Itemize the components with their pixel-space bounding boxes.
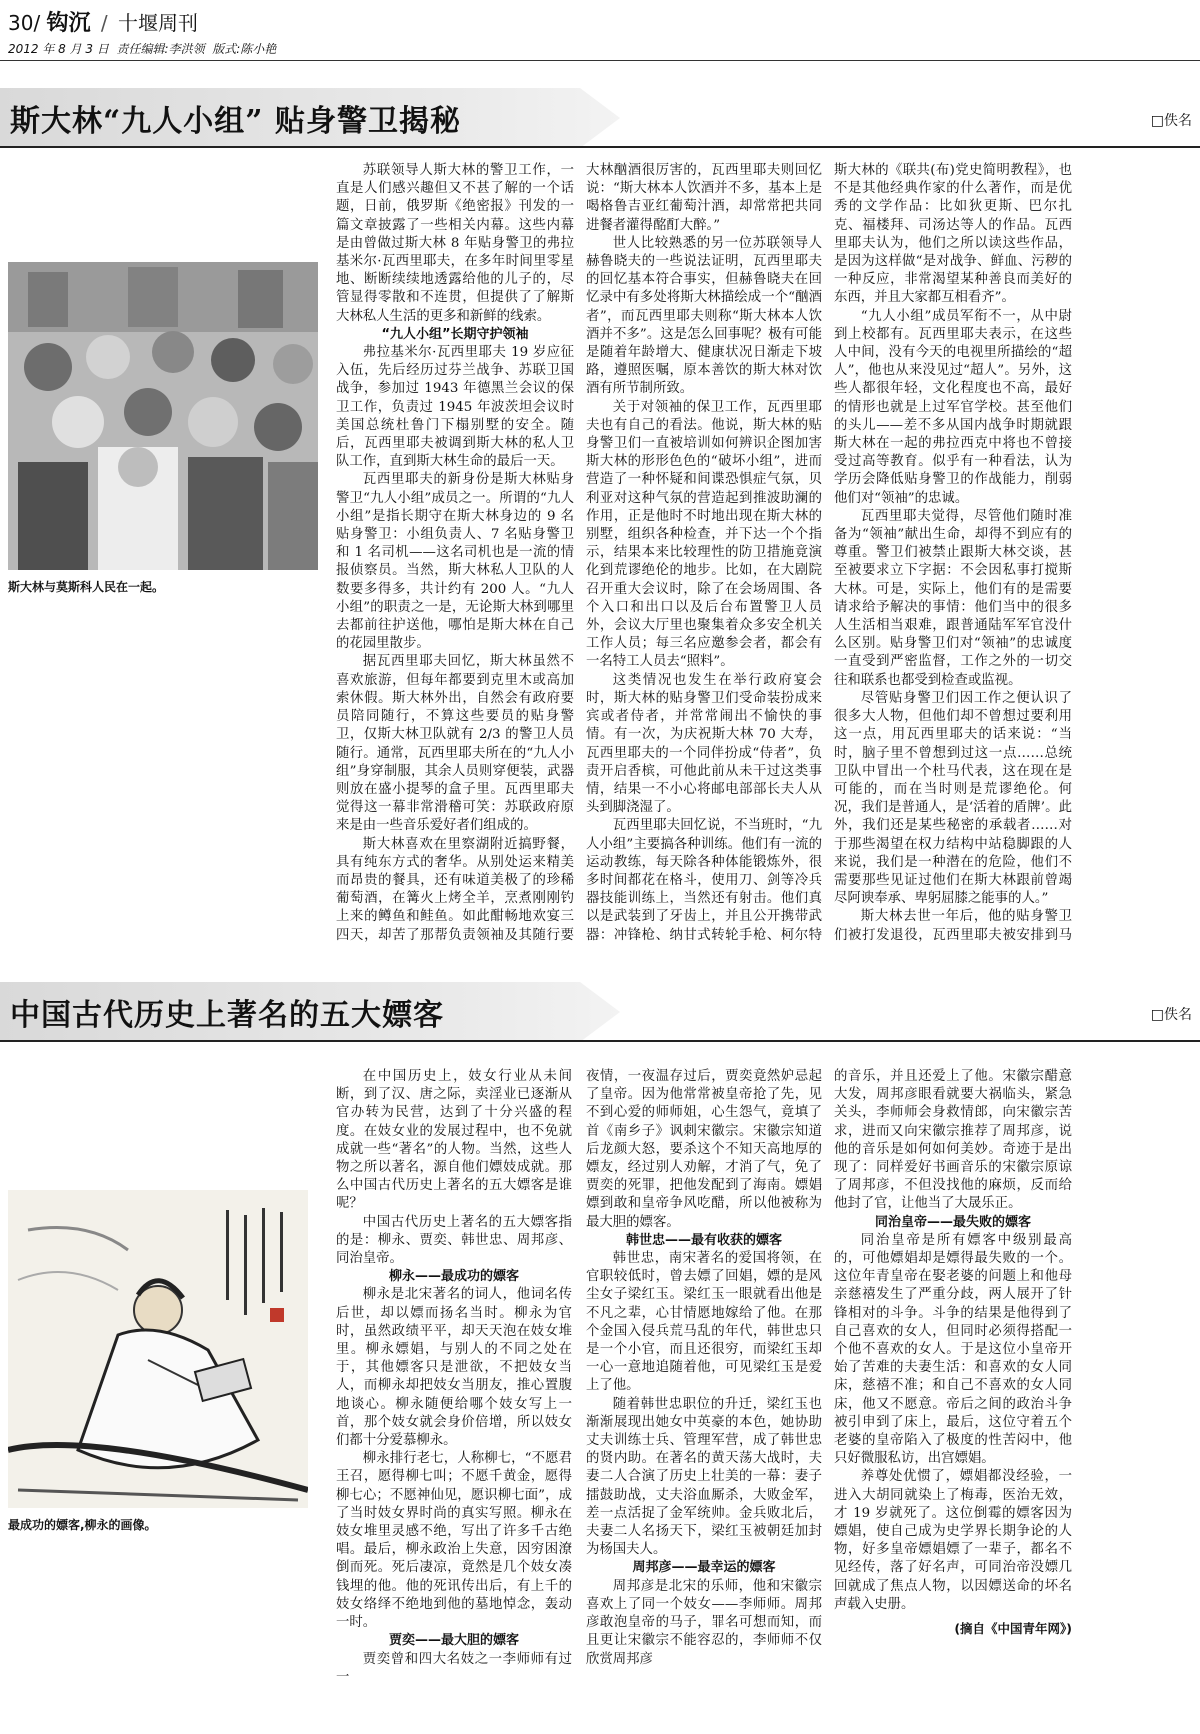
- a2c3-subhead-1: 同治皇帝——最失败的嫖客: [874, 1214, 1031, 1230]
- header-divider: [0, 60, 1200, 61]
- a1c3-p0: 斯大林的《联共(布)党史简明教程》，也不是其他经典作家的什么著作，而是优秀的文学作品：比如狄更斯、巴尔扎克、福楼拜、司汤达等人的作品。瓦西里耶夫认为，他们之所以读这些作品，是因为这样做“是对战争、鲜血、污秽的一种反应，非常渴望某种善良而美好的东西，并且大家都互相看齐”。: [834, 163, 1072, 306]
- photo2-caption: 最成功的嫖客,柳永的画像。: [8, 1518, 157, 1532]
- article2-column-3: [834, 1068, 1072, 1734]
- article1-column-2: [586, 162, 822, 942]
- article2-column-2: [586, 1068, 822, 1734]
- crowd-photo-image: [8, 262, 318, 570]
- a1c3-p2: 瓦西里耶夫觉得，尽管他们随时准备为“领袖”献出生命，却得不到应有的尊重。警卫们被禁止跟斯大林交谈，甚至被要求立下字据：不会因私事打搅斯大林。可是，实际上，他们有的是需要请求给予解决的事情：他们当中的很多人生活相当艰难，跟普通陆军军官没什么区别。贴身警卫们对“领袖”的忠诚度一直受到严密监督，工作之外的一切交往和联系也都受到检查或监视。: [834, 508, 1072, 688]
- a1c1-p1: 苏联领导人斯大林的警卫工作，一直是人们感兴趣但又不甚了解的一个话题，日前，俄罗斯《绝密报》刊发的一篇文章披露了一些相关内幕。这些内幕是由曾做过斯大林 8 年贴身警卫的弗拉基米尔·瓦西里耶夫，在多年时间里零星地、断断续续地透露给他的儿子的，尽管显得零散和不连贯，但提供了了解斯大林私人生活的更多和新鲜的线索。: [336, 163, 574, 324]
- article2-title-bar: [0, 982, 1200, 1042]
- article1-title-bar: [0, 88, 1200, 148]
- article1-title: 斯大林“九人小组” 贴身警卫揭秘: [10, 104, 461, 139]
- a1c1-p2: 弗拉基米尔·瓦西里耶夫 19 岁应征入伍，先后经历过芬兰战争、苏联卫国战争，参加过 1943 年德黑兰会议的保卫工作，负责过 1945 年波茨坦会议时美国总统杜鲁门下榻别墅的安全。随后，瓦西里耶夫被调到斯大林的私人卫队工作，直到斯大林生命的最后一天。: [336, 345, 574, 470]
- a2c1-subhead-1: 柳永——最成功的嫖客: [388, 1269, 519, 1285]
- a1c3-p1: “九人小组”成员军衔不一，从中尉到上校都有。瓦西里耶夫表示，在这些人中间，没有今天的电视里所描绘的“超人”，他也从来没见过“超人”。另外，这些人都很年轻，文化程度也不高，最好的情形也就是上过军官学校。甚至他们的头儿——差不多从国内战争时期就跟斯大林在一起的弗拉西克中将也不曾接受过高等教育。似乎有一种看法，认为学历会降低贴身警卫的作战能力，削弱他们对“领袖”的忠诚。: [834, 308, 1072, 506]
- masthead: [8, 6, 198, 37]
- separator: /: [100, 11, 108, 35]
- a2c1-subhead-2: 贾奕——最大胆的嫖客: [388, 1633, 519, 1649]
- a2c1-p4: 柳永排行老七，人称柳七，“不愿君王召，愿得柳七叫；不愿千黄金，愿得柳七心；不愿神仙见，愿识柳七面”，成了当时妓女界时尚的真实写照。柳永在妓女堆里灵感不绝，写出了许多千古绝唱。最后，柳永政治上失意，因穷困潦倒而死。死后凄凉，竟然是几个妓女凑钱埋的他。他的死讯传出后，有上千的妓女络绎不绝地到他的墓地悼念，轰动一时。: [336, 1451, 572, 1631]
- a1c1-p5: 斯大林喜欢在里察湖附近搞野餐，具有纯东方式的奢华。从别处运来精美而昂贵的餐具，还有味道美极了的珍稀葡萄酒，在篝火上烤全羊，烹煮刚刚钓上来的鳟鱼和鲑鱼。如此酣畅地欢宴三四天，却苦了那帮负责领袖及其随行要: [336, 836, 574, 942]
- a1c1-p4: 据瓦西里耶夫回忆，斯大林虽然不喜欢旅游，但每年都要到克里木或高加索休假。斯大林外出，自然会有政府要员陪同随行，不算这些要员的贴身警卫，仅斯大林卫队就有 2/3 的警卫人员随行。通常，瓦西里耶夫所在的“九人小组”身穿制服，其余人员则穿便装，武器则放在盛小提琴的盒子里。瓦西里耶夫觉得这一幕非常滑稽可笑：苏联政府原来是由一些音乐爱好者们组成的。: [336, 654, 574, 834]
- stalin-photo: [8, 262, 318, 570]
- issue-date: 2012 年 8 月 3 日: [8, 42, 109, 56]
- a2c3-p1: 同治皇帝是所有嫖客中级别最高的，可他嫖娼却是嫖得最失败的一个。这位年青皇帝在娶老婆的问题上和他母亲慈禧发生了严重分歧，两人展开了针锋相对的斗争。斗争的结果是他得到了自己喜欢的女人，但同时必须得搭配一个他不喜欢的女人。于是这位小皇帝开始了苦难的夫妻生活：和喜欢的女人同床，慈禧不准；和自己不喜欢的女人同床，他又不愿意。帝后之间的政治斗争被引申到了床上，最后，这位守着五个老婆的皇帝陷入了极度的性苦闷中，他只好微服私访，出宫嫖娼。: [834, 1232, 1072, 1467]
- paper-name: 十堰周刊: [118, 11, 199, 35]
- a2c2-subhead-1: 韩世忠——最有收获的嫖客: [625, 1232, 782, 1248]
- article1-author: □佚名: [1150, 113, 1192, 129]
- layout-credit: 版式:陈小艳: [212, 42, 277, 56]
- a2c1-p2: 中国古代历史上著名的五大嫖客指的是：柳永、贾奕、韩世忠、周邦彦、同治皇帝。: [336, 1214, 572, 1267]
- article2-author: □佚名: [1150, 1007, 1192, 1023]
- a2c2-p1: 韩世忠，南宋著名的爱国将领，在官职较低时，曾去嫖了回娼，嫖的是风尘女子梁红玉。梁红玉一眼就看出他是不凡之辈，心甘情愿地嫁给了他。在那个金国入侵兵荒马乱的年代，韩世忠只是一个小官，而且还很穷，而梁红玉却一心一意地追随着他，可见梁红玉是爱上了他。: [586, 1251, 822, 1394]
- liuyong-portrait: [8, 1190, 308, 1508]
- a2c3-p2: 养尊处优惯了，嫖娼都没经验，一进入大胡同就染上了梅毒，医治无效，才 19 岁就死了。这位倒霉的嫖客因为嫖娼，使自己成为史学界长期争论的人物，好多皇帝嫖娼嫖了一辈子，都名不见经传，落了好名声，可同治帝没嫖几回就成了焦点人物，以因嫖送命的坏名声载入史册。: [834, 1469, 1072, 1612]
- ink-painting-image: [8, 1190, 308, 1508]
- a2c1-p5: 贾奕曾和四大名妓之一李师师有过一: [336, 1651, 572, 1685]
- a1c2-p4: 瓦西里耶夫回忆说，不当班时，“九人小组”主要搞各种训练。他们有一流的运动教练，每天除各种体能锻炼外，很多时间都花在格斗，使用刀、剑等冷兵器技能训练上，当然还有射击。他们真以是武装到了牙齿上，并且公开携带武器：冲锋枪、纳甘式转轮手枪、柯尔特: [586, 818, 822, 942]
- a2c1-p1: 在中国历史上，妓女行业从未间断，到了汉、唐之际，卖淫业已逐渐从官办转为民营，达到了十分兴盛的程度。在妓女业的发展过程中，也不免就成就一些“著名”的人物。当然，这些人物之所以著名，源自他们嫖妓成就。那么中国古代历史上著名的五大嫖客是谁呢？: [336, 1069, 572, 1212]
- a1c1-p3: 瓦西里耶夫的新身份是斯大林贴身警卫“九人小组”成员之一。所谓的“九人小组”是指长期守在斯大林身边的 9 名贴身警卫：小组负责人、7 名贴身警卫和 1 名司机——这名司机也是一流的情报侦察员。当然，斯大林私人卫队的人数要多得多，共计约有 200 人。“九人小组”的职责之一是，无论斯大林到哪里去都前往护送他，哪怕是斯大林在自己的花园里散步。: [336, 472, 574, 652]
- page-number: 30/: [8, 11, 41, 35]
- a2c2-p3: 周邦彦是北宋的乐师，他和宋徽宗喜欢上了同一个妓女——李师师。周邦彦敢泡皇帝的马子，罪名可想而知，而且更让宋徽宗不能容忍的，李师师不仅欣赏周邦彦: [586, 1578, 822, 1667]
- article1-column-1: [336, 162, 574, 942]
- editor: 责任编辑:李洪领: [116, 42, 205, 56]
- article2-title: 中国古代历史上著名的五大嫖客: [10, 998, 444, 1033]
- a1c3-p3: 尽管贴身警卫们因工作之便认识了很多大人物，但他们却不曾想过要利用这一点，用瓦西里耶夫的话来说：“当时，脑子里不曾想到过这一点……总统卫队中冒出一个杜马代表，这在现在是可能的，而在当时则是荒谬绝伦。何况，我们是普通人，是‘活着的盾牌’。此外，我们还是某些秘密的承载者……对于那些渴望在权力结构中站稳脚跟的人来说，我们是一种潜在的危险，他们不需要那些见证过他们在斯大林跟前曾竭尽阿谀奉承、卑躬屈膝之能事的人。”: [834, 690, 1072, 907]
- article1-column-3: [834, 162, 1072, 942]
- a1c3-p4: 斯大林去世一年后，他的贴身警卫们被打发退役，瓦西里耶夫被安排到马: [834, 909, 1072, 942]
- a2-source: (摘自《中国青年网》): [954, 1621, 1072, 1637]
- a1c2-p0: 大林酗酒很厉害的，瓦西里耶夫则回忆说：“斯大林本人饮酒并不多，基本上是喝格鲁吉亚红葡萄汁酒，却常常把共同进餐者灌得酩酊大醉。”: [586, 163, 822, 233]
- a2c1-p3: 柳永是北宋著名的词人，他词名传后世，却以嫖而扬名当时。柳永为官时，虽然政绩平平，却天天泡在妓女堆里。柳永嫖娼，与别人的不同之处在于，其他嫖客只是泄欲，不把妓女当人，而柳永却把妓女当朋友，推心置腹地谈心。柳永随便给哪个妓女写上一首，那个妓女就会身价倍增，所以妓女们都十分爱慕柳永。: [336, 1287, 572, 1449]
- title-rule: [0, 1040, 1200, 1042]
- section-name: 钩沉: [46, 11, 91, 36]
- photo1-caption: 斯大林与莫斯科人民在一起。: [8, 580, 165, 594]
- a2c2-subhead-2: 周邦彦——最幸运的嫖客: [632, 1560, 776, 1576]
- a1c2-p3: 这类情况也发生在举行政府宴会时，斯大林的贴身警卫们受命装扮成来宾或者侍者，并常常闹出不愉快的事情。有一次，为庆祝斯大林 70 大寿，瓦西里耶夫的一个同伴扮成“侍者”，负责开启香槟，可他此前从未干过这类事情，结果一不小心将邮电部部长夫人从头到脚浇湿了。: [586, 672, 822, 816]
- a1c1-subhead-1: “九人小组”长期守护领袖: [381, 326, 529, 342]
- a1c2-p2: 关于对领袖的保卫工作，瓦西里耶夫也有自己的看法。他说，斯大林的贴身警卫们一直被培训如何辨识企图加害斯大林的形形色色的“破坏小组”，进而营造了一种怀疑和间谍恐惧症气氛，贝利亚对这种气氛的营造起到推波助澜的作用，正是他时不时地出现在斯大林的别墅，组织各种检查，并下达一个个指示，结果本来比较理性的防卫措施竟演化到荒谬绝伦的地步。比如，在大剧院召开重大会议时，除了在会场周围、各个入口和出口以及后台布置警卫人员外，会议大厅里也聚集着众多安全机关工作人员；每三名应邀参会者，都会有一名特工人员去“照料”。: [586, 399, 822, 670]
- title-rule: [0, 146, 1200, 148]
- a2c3-p0: 的音乐，并且还爱上了他。宋徽宗醋意大发，周邦彦眼看就要大祸临头，紧急关头，李师师会身救情郎，向宋徽宗苦求，进而又向宋徽宗推荐了周邦彦，说他的音乐是如何如何美妙。奇迹于是出现了：同样爱好书画音乐的宋徽宗原谅了周邦彦，不但没找他的麻烦，反而给他封了官，让他当了大晟乐正。: [834, 1069, 1072, 1212]
- a2c2-p2: 随着韩世忠职位的升迁，梁红玉也渐渐展现出她女中英豪的本色，她协助丈夫训练士兵、管理军营，成了韩世忠的贤内助。在著名的黄天荡大战时，夫妻二人合演了历史上壮美的一幕：妻子擂鼓助战，丈夫浴血厮杀，大败金军，差一点活捉了金军统帅。金兵败北后，夫妻二人名扬天下，梁红玉被朝廷加封为杨国夫人。: [586, 1396, 822, 1558]
- a2c2-p0: 夜情，一夜温存过后，贾奕竟然妒忌起了皇帝。因为他常常被皇帝抢了先，见不到心爱的师师姐，心生怨气，竟填了首《南乡子》讽刺宋徽宗。宋徽宗知道后龙颜大怒，要杀这个不知天高地厚的嫖友，经过别人劝解，才消了气，免了贾奕的死罪，把他发配到了海南。嫖娼嫖到敢和皇帝争风吃醋，所以他被称为最大胆的嫖客。: [586, 1069, 822, 1230]
- article2-column-1: [336, 1068, 572, 1734]
- issue-info: [8, 40, 276, 57]
- a1c2-p1: 世人比较熟悉的另一位苏联领导人赫鲁晓夫的一些说法证明，瓦西里耶夫的回忆基本符合事实，但赫鲁晓夫在回忆录中有多处将斯大林描绘成一个“酗酒者”，而瓦西里耶夫则称“斯大林本人饮酒并不多”。这是怎么回事呢？极有可能是随着年龄增大、健康状况日渐走下坡路，遵照医嘱，原本善饮的斯大林对饮酒有所节制所致。: [586, 235, 822, 397]
